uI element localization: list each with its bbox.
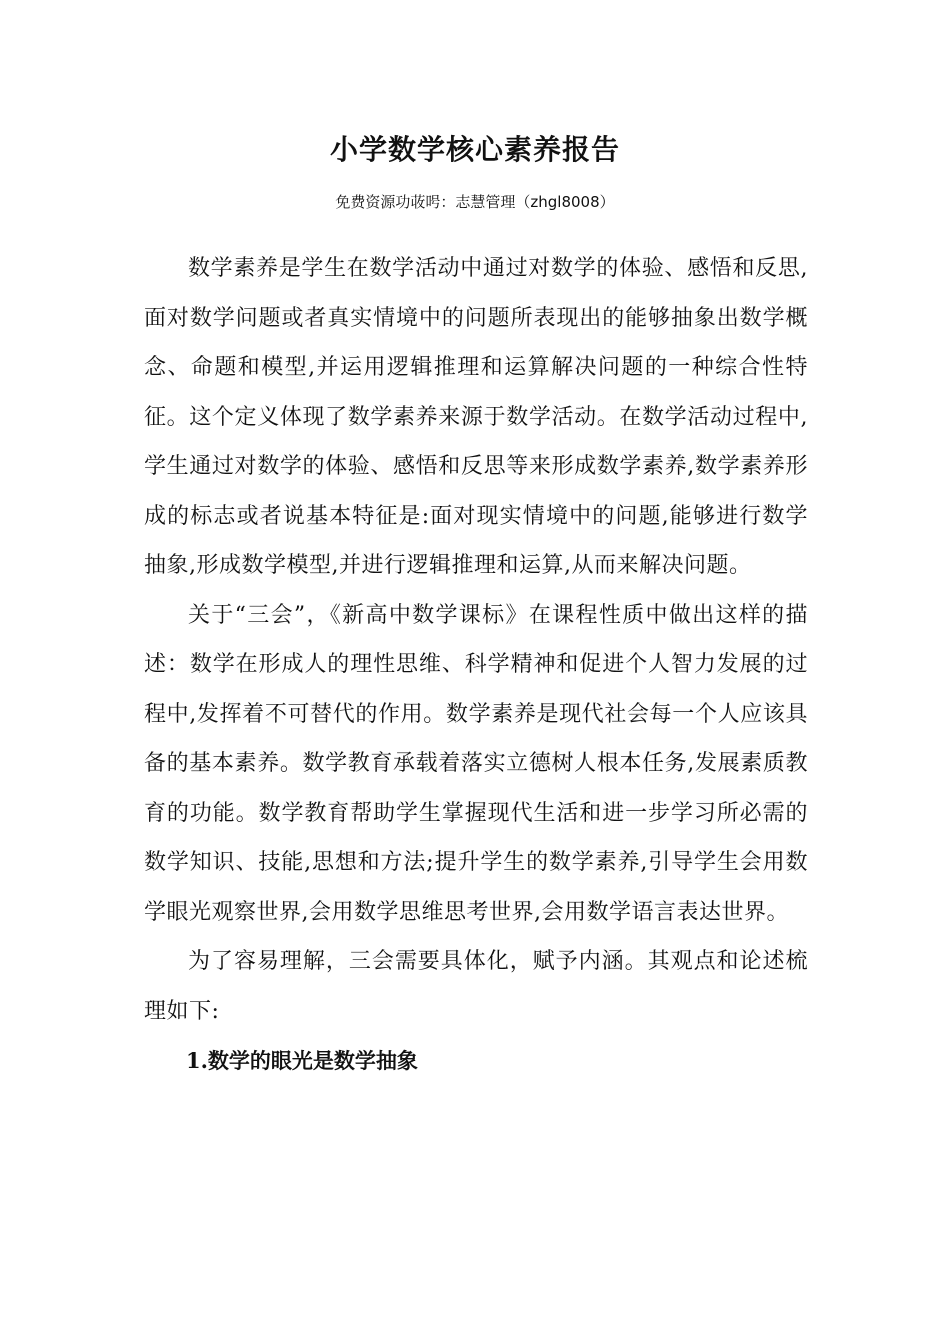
document-title: 小学数学核心素养报告 bbox=[329, 133, 620, 166]
section-heading: 1.数学的眼光是数学抽象 bbox=[186, 1048, 418, 1073]
paragraph-definition: 数学素养是学生在数学活动中通过对数学的体验、感悟和反思,面对数学问题或者真实情境中的问题所表现出的能够抽象出数学概念、命题和模型,并运用逻辑推理和运算解决问题的一种综合性特征。这个定义体现了数学素养来源于数学活动。在数学活动过程中,学生通过对数学的体验、感悟和反思等来形成数学素养,数学素养形成的标志或者说基本特征是:面对现实情境中的问题,能够进行数学抽象,形成数学模型,并进行逻辑推理和运算,从而来解决问题。 bbox=[144, 256, 808, 578]
paragraph-summary: 为了容易理解，三会需要具体化，赋予内涵。其观点和论述梳理如下: bbox=[144, 949, 808, 1024]
document-body bbox=[144, 244, 808, 1086]
document-subtitle: 免费资源功荍呺：志慧管理（zhgl8008） bbox=[335, 193, 615, 211]
paragraph-three-abilities: 关于“三会”，《新高中数学课标》在课程性质中做出这样的描述：数学在形成人的理性思维、科学精神和促进个人智力发展的过程中,发挥着不可替代的作用。数学素养是现代社会每一个人应该具备的基本素养。数学教育承载着落实立德树人根本任务,发展素质教育的功能。数学教育帮助学生掌握现代生活和进一步学习所必需的数学知识、技能,思想和方法;提升学生的数学素养,引导学生会用数学眼光观察世界,会用数学思维思考世界,会用数学语言表达世界。 bbox=[144, 602, 808, 925]
